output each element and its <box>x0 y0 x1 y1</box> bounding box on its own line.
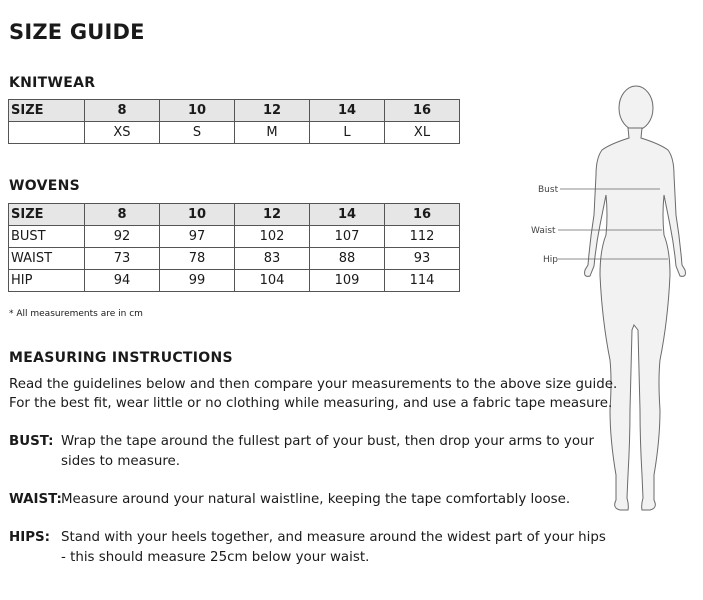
table-cell: L <box>310 122 385 144</box>
table-cell: WAIST <box>9 248 85 270</box>
header-cell: SIZE <box>9 100 85 122</box>
header-cell: 12 <box>235 204 310 226</box>
table-cell: 97 <box>160 226 235 248</box>
knitwear-heading: KNITWEAR <box>9 75 96 91</box>
header-cell: 8 <box>85 100 160 122</box>
hips-instruction-line-1: Stand with your heels together, and measure around the widest part of your hips <box>61 530 606 545</box>
table-row <box>9 248 460 270</box>
table-cell <box>9 122 85 144</box>
header-cell: 8 <box>85 204 160 226</box>
bust-instruction-line-1: Wrap the tape around the fullest part of your bust, then drop your arms to your <box>61 434 595 449</box>
table-cell: 114 <box>385 270 460 292</box>
body-silhouette-icon <box>585 86 686 510</box>
table-cell: HIP <box>9 270 85 292</box>
table-row <box>9 122 460 144</box>
footnote: * All measurements are in cm <box>9 309 143 319</box>
table-cell: 102 <box>235 226 310 248</box>
header-cell: SIZE <box>9 204 85 226</box>
table-cell: 104 <box>235 270 310 292</box>
page-title: SIZE GUIDE <box>9 20 145 44</box>
waist-instruction-line-1: Measure around your natural waistline, keeping the tape comfortably loose. <box>61 492 571 507</box>
waist-instruction-label: WAIST: <box>9 492 62 507</box>
table-cell: 94 <box>85 270 160 292</box>
header-cell: 14 <box>310 100 385 122</box>
bust-instruction-line-2: sides to measure. <box>61 454 181 469</box>
hips-instruction-label: HIPS: <box>9 530 51 545</box>
header-cell: 14 <box>310 204 385 226</box>
table-cell: 109 <box>310 270 385 292</box>
intro-line-2: For the best fit, wear little or no clothing while measuring, and use a fabric tape measure. <box>9 396 613 411</box>
header-cell: 16 <box>385 100 460 122</box>
hips-instruction-line-2: - this should measure 25cm below your waist. <box>61 550 370 565</box>
table-cell: 93 <box>385 248 460 270</box>
wovens-heading: WOVENS <box>9 178 80 194</box>
table-cell: M <box>235 122 310 144</box>
header-cell: 16 <box>385 204 460 226</box>
table-cell: 88 <box>310 248 385 270</box>
hip-label: Hip <box>543 255 558 265</box>
header-cell: 12 <box>235 100 310 122</box>
bust-instruction-label: BUST: <box>9 434 54 449</box>
header-cell: 10 <box>160 204 235 226</box>
table-header-row <box>9 100 460 122</box>
table-cell: 112 <box>385 226 460 248</box>
table-cell: 99 <box>160 270 235 292</box>
table-cell: 83 <box>235 248 310 270</box>
table-cell: XS <box>85 122 160 144</box>
waist-label: Waist <box>531 226 556 236</box>
table-cell: XL <box>385 122 460 144</box>
table-cell: 78 <box>160 248 235 270</box>
table-cell: 92 <box>85 226 160 248</box>
table-cell: 73 <box>85 248 160 270</box>
table-cell: BUST <box>9 226 85 248</box>
intro-line-1: Read the guidelines below and then compare your measurements to the above size guide. <box>9 377 618 392</box>
knitwear-table <box>8 99 460 144</box>
instructions-heading: MEASURING INSTRUCTIONS <box>9 350 233 366</box>
table-row <box>9 226 460 248</box>
table-cell: S <box>160 122 235 144</box>
wovens-table <box>8 203 460 292</box>
table-cell: 107 <box>310 226 385 248</box>
table-row <box>9 270 460 292</box>
header-cell: 10 <box>160 100 235 122</box>
bust-label: Bust <box>538 185 559 195</box>
table-header-row <box>9 204 460 226</box>
body-figure <box>530 80 700 600</box>
